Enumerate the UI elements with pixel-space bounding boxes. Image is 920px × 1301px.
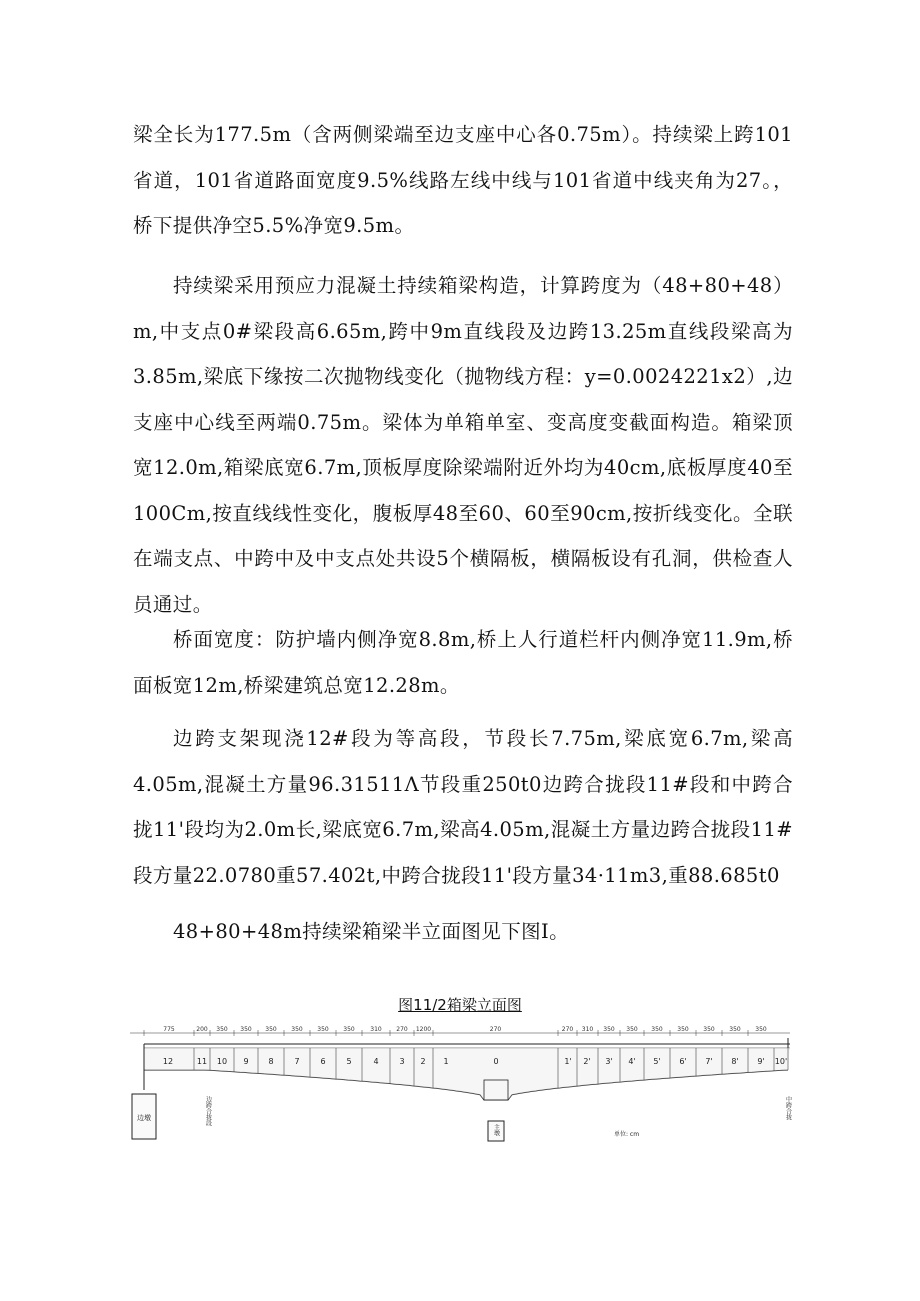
dimension-label: 310: [581, 1026, 594, 1033]
dimension-label: 350: [703, 1026, 715, 1033]
segment-label: 6': [679, 1057, 687, 1066]
side-pier-label: 边墩: [137, 1114, 151, 1122]
segment-label: 9: [243, 1057, 249, 1066]
segment-label: 10: [216, 1057, 228, 1066]
segment-label: 3: [399, 1057, 405, 1066]
segment-label: 7: [294, 1057, 300, 1066]
dimension-label: 200: [196, 1026, 208, 1033]
box-girder-elevation-diagram: [128, 1024, 792, 1150]
segment-label: 2': [583, 1057, 591, 1066]
dimension-label: 270: [561, 1026, 574, 1033]
dimension-label: 350: [603, 1026, 615, 1033]
girder-body: [144, 1048, 790, 1100]
paragraph-box-girder-structure: 持续梁采用预应力混凝土持续箱梁构造，计算跨度为（48+80+48）m,中支点0#梁段高6.65m,跨中9m直线段及边跨13.25m直线段梁高为3.85m,梁底下缘按二次抛物线变化（抛物线方程：y=0.0024221x2）,边支座中心线至两端0.75m。梁体为单箱单室、变高度变截面构造。箱梁顶宽12.0m,箱梁底宽6.7m,顶板厚度除梁端附近外均为40cm,底板厚度40至100Cm,按直线线性变化，腹板厚48至60、60至90cm,按折线变化。全联在端支点、中跨中及中支点处共设5个横隔板，横隔板设有孔洞，供检查人员通过。: [133, 274, 793, 616]
dimension-label: 270: [489, 1026, 502, 1033]
dimension-label: 350: [651, 1026, 663, 1033]
figure-caption: 图11/2箱梁立面图: [398, 996, 522, 1014]
side-closure-label: 边跨合拢段: [204, 1096, 212, 1126]
segment-label: 12: [162, 1057, 174, 1066]
segment-label: 5: [346, 1057, 352, 1066]
dimension-label: 350: [729, 1026, 741, 1033]
segment-label: 1': [564, 1057, 572, 1066]
segment-label: 11: [196, 1057, 208, 1066]
mid-closure-label: 中跨合拢: [784, 1096, 792, 1120]
dimension-label: 1200: [415, 1026, 432, 1033]
segment-label: 3': [605, 1057, 613, 1066]
dimension-label: 350: [240, 1026, 252, 1033]
dimension-label: 350: [265, 1026, 277, 1033]
segment-label: 8: [268, 1057, 274, 1066]
paragraph-figure-reference: 48+80+48m持续梁箱梁半立面图见下图I。: [173, 920, 570, 943]
dimension-label: 350: [755, 1026, 767, 1033]
dimension-label: 350: [291, 1026, 303, 1033]
dimension-label: 775: [163, 1026, 175, 1033]
dimension-labels: [144, 1026, 767, 1036]
dimension-label: 350: [343, 1026, 355, 1033]
dimension-label: 350: [317, 1026, 329, 1033]
paragraph-segment-details: 边跨支架现浇12#段为等高段，节段长7.75m,梁底宽6.7m,梁高4.05m,混凝土方量96.31511Λ节段重250t0边跨合拢段11#段和中跨合拢11'段均为2.0m长,梁底宽6.7m,梁高4.05m,混凝土方量边跨合拢段11#段方量22.0780重57.402t,中跨合拢段11'段方量34·11m3,重88.685t0: [133, 727, 793, 887]
segment-label: 0: [493, 1057, 499, 1066]
dimension-label: 270: [396, 1026, 408, 1033]
dimension-label: 310: [370, 1026, 382, 1033]
segment-label: 4': [628, 1057, 636, 1066]
paragraph-deck-width: 桥面宽度：防护墙内侧净宽8.8m,桥上人行道栏杆内侧净宽11.9m,桥面板宽12m,桥梁建筑总宽12.28m。: [133, 628, 793, 697]
unit-label: 单位: cm: [614, 1131, 640, 1138]
segment-label: 9': [757, 1057, 765, 1066]
dimension-label: 350: [677, 1026, 689, 1033]
segment-label: 7': [705, 1057, 713, 1066]
segment-label: 10': [774, 1057, 788, 1066]
segment-label: 8': [731, 1057, 739, 1066]
segment-label: 1: [443, 1057, 449, 1066]
dimension-label: 350: [216, 1026, 228, 1033]
paragraph-beam-length: 梁全长为177.5m（含两侧梁端至边支座中心各0.75m）。持续梁上跨101省道，101省道路面宽度9.5%线路左线中线与101省道中线夹角为27。，桥下提供净空5.5%净宽9.5m。: [133, 123, 793, 237]
dimension-label: 350: [626, 1026, 638, 1033]
segment-label: 2: [420, 1057, 426, 1066]
segment-label: 6: [320, 1057, 326, 1066]
segment-label: 4: [373, 1057, 379, 1066]
main-pier-label: 主墩: [492, 1124, 500, 1136]
segment-label: 5': [653, 1057, 661, 1066]
